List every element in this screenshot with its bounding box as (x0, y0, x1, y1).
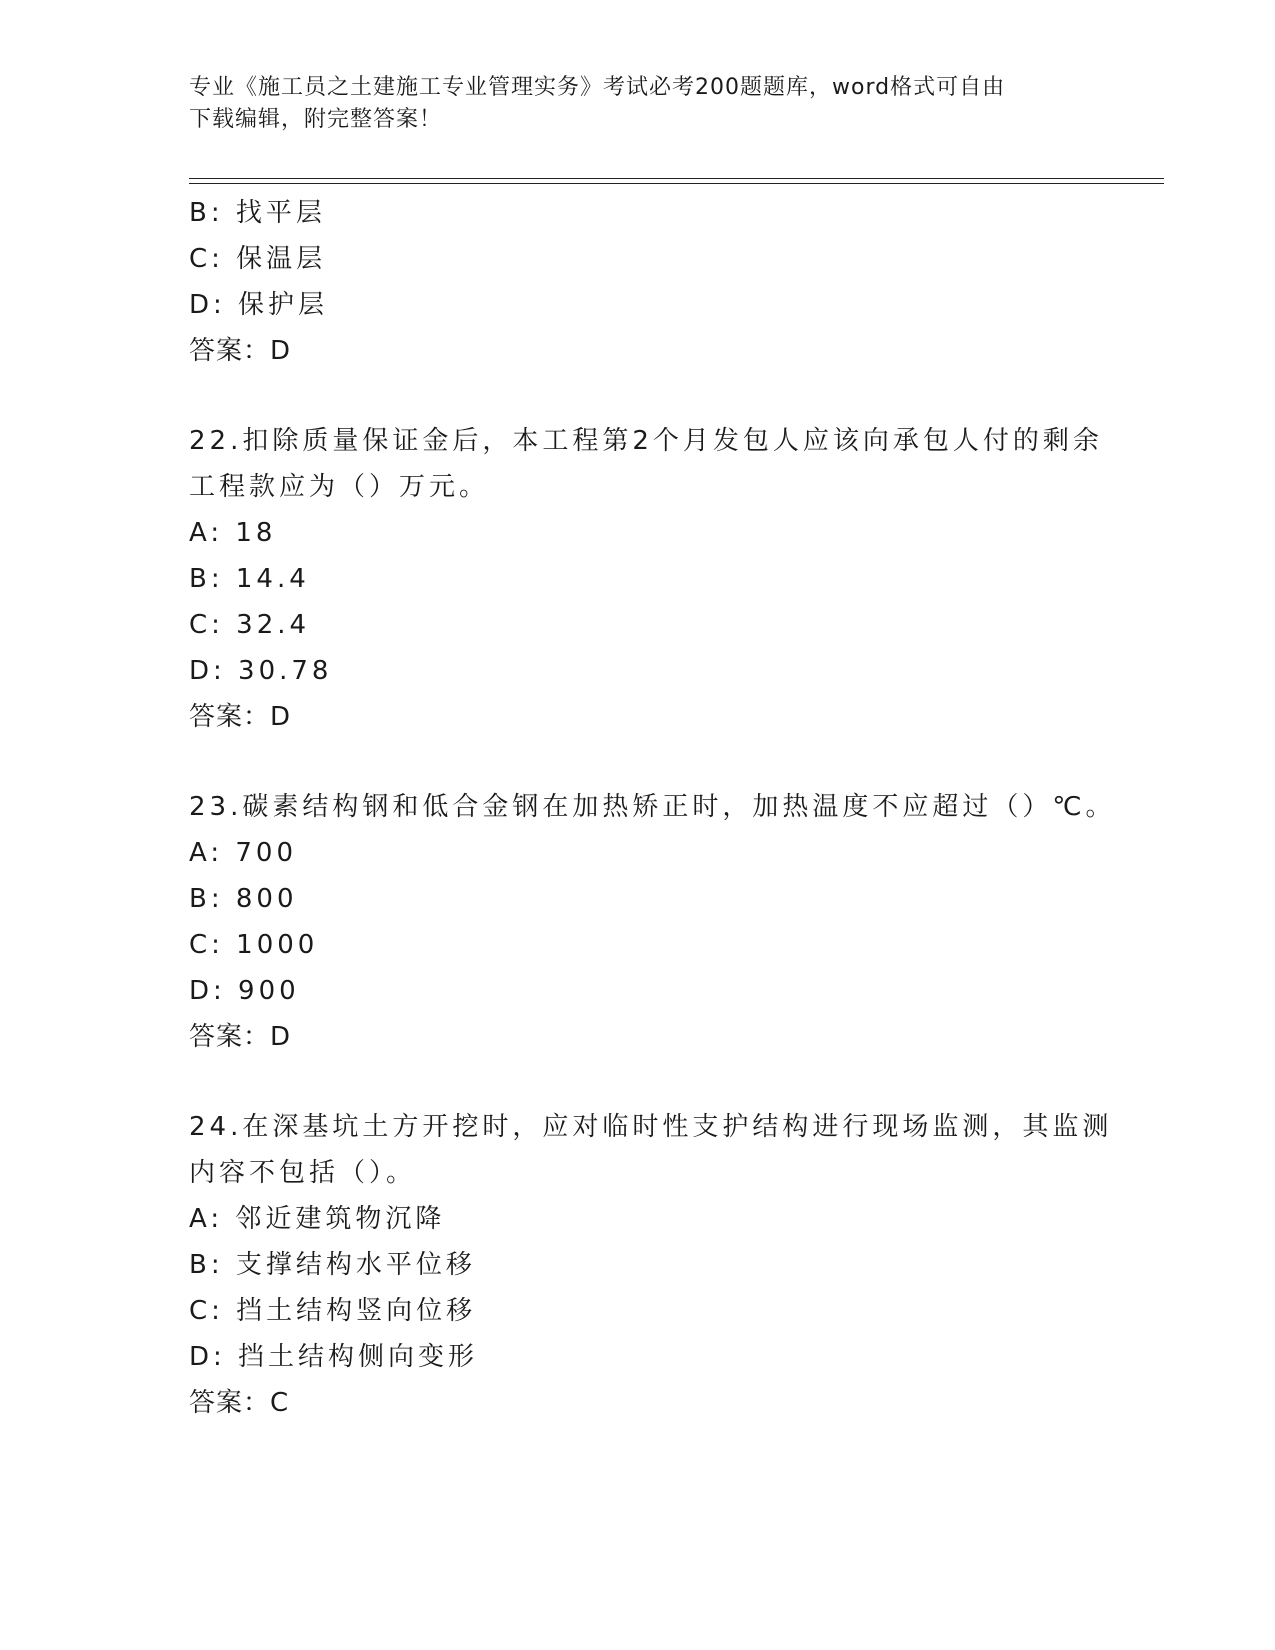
option-c: C: 1000 (189, 930, 319, 960)
option-d: D: 30.78 (189, 656, 333, 686)
option-b: B: 找平层 (189, 198, 326, 228)
spacer (189, 740, 1089, 784)
header-divider-top (189, 178, 1164, 179)
option-b: B: 14.4 (189, 564, 310, 594)
question-text-line: 23.碳素结构钢和低合金钢在加热矫正时，加热温度不应超过（）℃。 (189, 792, 1116, 822)
option-a: A: 700 (189, 838, 297, 868)
option-d: D: 挡土结构侧向变形 (189, 1342, 479, 1372)
document-header (189, 72, 1069, 136)
option-c: C: 挡土结构竖向位移 (189, 1296, 477, 1326)
option-d: D: 保护层 (189, 290, 329, 320)
header-line-1: 专业《施工员之土建施工专业管理实务》考试必考200题题库，word格式可自由 (189, 75, 1006, 100)
option-b: B: 800 (189, 884, 298, 914)
spacer (189, 1060, 1089, 1104)
question-23 (189, 784, 1116, 1060)
option-d: D: 900 (189, 976, 300, 1006)
spacer (189, 374, 1089, 418)
question-21-tail (189, 190, 1089, 374)
option-b: B: 支撑结构水平位移 (189, 1250, 476, 1280)
answer: 答案：D (189, 336, 292, 366)
question-22 (189, 418, 1103, 740)
question-text-line: 内容不包括（）。 (189, 1158, 417, 1188)
option-a: A: 18 (189, 518, 277, 548)
answer: 答案：C (189, 1388, 290, 1418)
question-24 (189, 1104, 1113, 1426)
option-a: A: 邻近建筑物沉降 (189, 1204, 446, 1234)
answer: 答案：D (189, 702, 292, 732)
question-text-line: 22.扣除质量保证金后，本工程第2个月发包人应该向承包人付的剩余 (189, 426, 1103, 456)
header-divider-bottom (189, 183, 1164, 184)
header-line-2: 下载编辑，附完整答案！ (189, 107, 443, 132)
document-body (189, 190, 1116, 1426)
answer: 答案：D (189, 1022, 292, 1052)
question-text-line: 工程款应为（）万元。 (189, 472, 490, 502)
question-text-line: 24.在深基坑土方开挖时，应对临时性支护结构进行现场监测，其监测 (189, 1112, 1113, 1142)
option-c: C: 32.4 (189, 610, 311, 640)
option-c: C: 保温层 (189, 244, 327, 274)
